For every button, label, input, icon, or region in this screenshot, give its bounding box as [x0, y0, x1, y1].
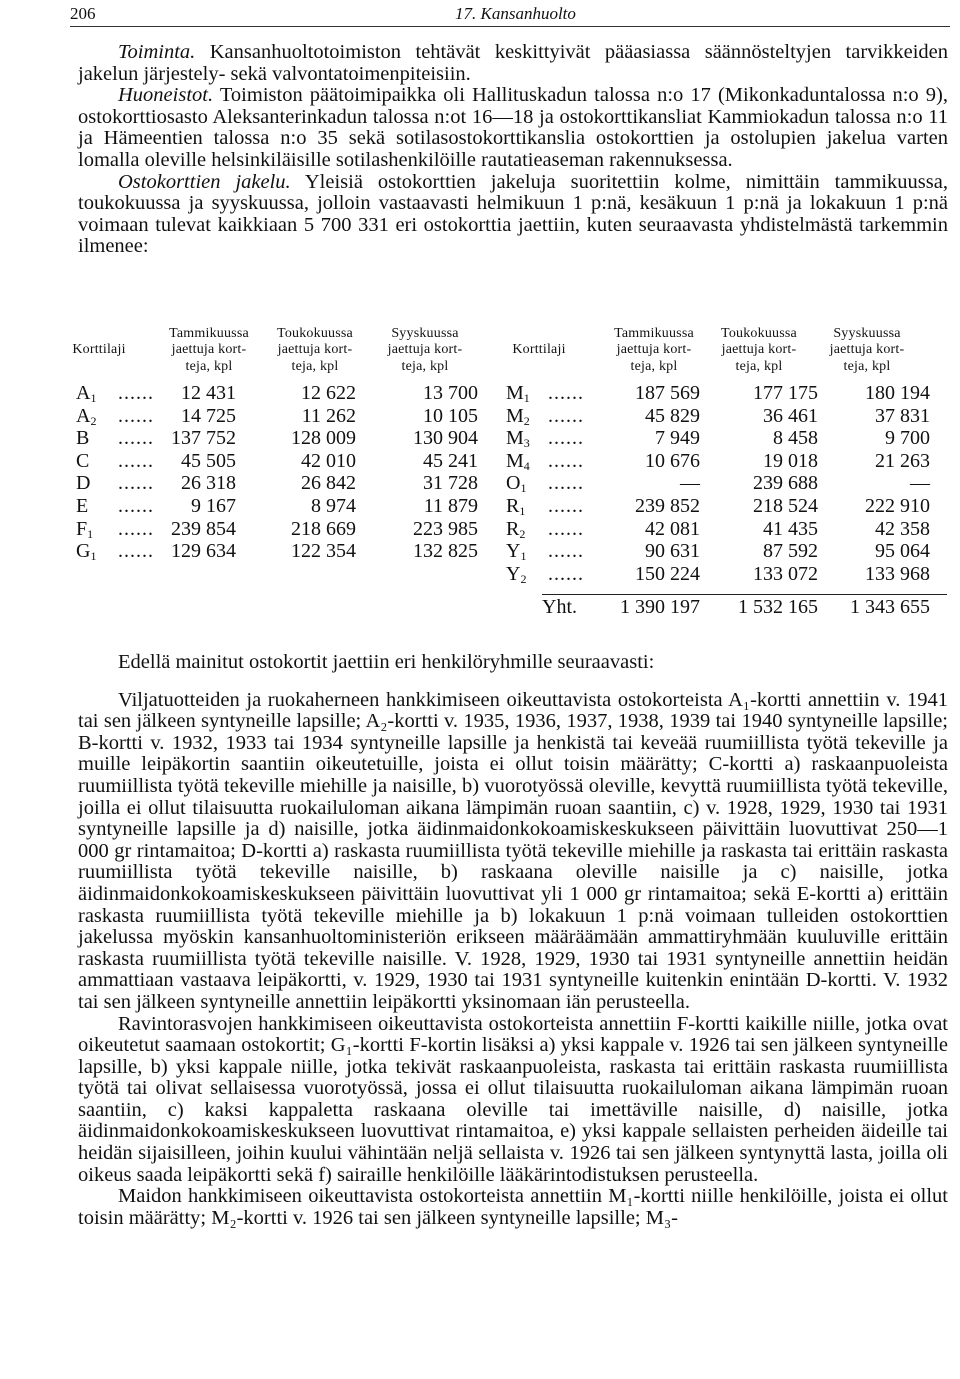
row-label — [506, 427, 584, 451]
table-cell: 14 725 — [181, 404, 236, 427]
leader-dots: ...... — [118, 495, 154, 517]
table-cell: 218 669 — [291, 517, 356, 540]
row-label — [76, 404, 154, 428]
card-type-subscript: 1 — [520, 481, 527, 496]
month-head-left: teja, kpl — [401, 359, 449, 374]
card-type-code: Y — [506, 540, 521, 563]
month-head-left: Toukokuussa — [277, 326, 353, 341]
row-label — [506, 517, 584, 541]
month-head-left: Syyskuussa — [391, 326, 459, 341]
column-head-korttilaji-right: Korttilaji — [512, 342, 566, 357]
leader-dots: ...... — [548, 382, 584, 404]
card-type-code: D — [76, 472, 91, 495]
paragraph-text: Kansanhuoltotoimiston tehtävät keskittyivät pääasiassa säännösteltyjen tarvikkeiden jakelun järjestely- sekä valvontatoimenpiteisiin. — [78, 41, 948, 85]
table-cell: 218 524 — [753, 495, 818, 517]
leader-dots: ...... — [548, 517, 584, 540]
table-cell: 45 241 — [423, 449, 478, 472]
row-label — [506, 449, 584, 473]
card-type-subscript: 2 — [523, 413, 530, 428]
table-cell: 36 461 — [763, 404, 818, 427]
table-cell: 9 700 — [885, 427, 930, 450]
table-cell: 239 854 — [171, 517, 236, 540]
lead-sentence: Edellä mainitut ostokortit jaettiin eri henkilöryhmille seuraavasti: — [118, 651, 655, 673]
table-cell: 37 831 — [875, 404, 930, 427]
table-cell: 8 458 — [773, 427, 818, 450]
table-cell: 12 622 — [301, 382, 356, 404]
card-type-subscript: 1 — [90, 391, 97, 405]
table-cell: 13 700 — [423, 382, 478, 404]
card-type-subscript: 2 — [519, 526, 526, 541]
run-in-heading: Toiminta. — [118, 41, 196, 63]
table-cell: 26 318 — [181, 472, 236, 495]
month-head-left: teja, kpl — [291, 359, 339, 374]
card-type-code: Y — [506, 562, 521, 585]
row-label — [506, 472, 584, 496]
row-label — [506, 540, 584, 564]
paragraph-viljatuotteet: Viljatuotteiden ja ruokaherneen hankkimiseen oikeuttavista ostokorteista A₁-kortti annettiin v. 1941 tai sen jälkeen syntyneille lapsille; A₂-kortti v. 1935, 1936, 1937, 1938, 1939 tai 1940 syntyneille lapsille; B-kortti v. 1932, 1933 tai 1934 syntyneille lapsille ja henkistä tai keveää ruumiillista työtä tekeville ja muille leipäkortin saantiin oikeutetuille, joista ei ollut toisin määrätty; C-kortti a) raskaanpuoleista ruumiillista työtä tekeville miehille ja naisille, b) vuorotyössä oleville, kevyttä ruumiillista työtä tekeville, joilla ei ollut tilaisuutta ruokailuloman aikana lämpimän ruoan saantiin, c) v. 1928, 1929, 1930 tai 1931 syntyneille lapsille ja d) naisille, jotka äidinmaidonkokoamiskeskukseen päivittäin luovuttivat 250—1 000 gr rintamaitoa; D-kortti a) raskasta ruumiillista työtä tekeville miehille ja raskasta tai erittäin raskasta ruumiillista työtä tekeville naisille, b) raskaana oleville naisille ja c) naisille, jotka äidinmaidonkokoamiskeskukseen päivittäin luovuttivat yli 1 000 gr rintamaitoa; sekä E-kortti a) erittäin raskasta ruumiillista työtä tekeville miehille ja b) lokakuun 1 p:nä voimaan tulleiden ostokorttien jakelussa myöskin kansanhuoltoministeriön erikseen määräämään ammattiryhmään kuuluville erittäin raskasta ruumiillista työtä tekeville naisille. V. 1928, 1929, 1930 tai 1931 syntyneille annettiin heidän ammattiaan vastaava leipäkortti, v. 1929, 1930 tai 1931 syntyneille kuitenkin enintään D-kortti. V. 1932 tai sen jälkeen syntyneille annettiin leipäkortti yksinomaan iän perusteella. — [78, 688, 948, 1013]
card-type-subscript: 2 — [520, 571, 527, 586]
leader-dots: ...... — [548, 495, 584, 517]
card-distribution-table — [64, 326, 948, 626]
leader-dots: ...... — [548, 472, 584, 495]
leader-dots: ...... — [548, 427, 584, 450]
table-cell: 130 904 — [413, 427, 478, 450]
run-in-heading: Ostokorttien jakelu. — [118, 170, 291, 193]
table-cell: 128 009 — [291, 427, 356, 450]
run-in-heading: Huoneistot. — [118, 84, 214, 107]
table-cell: — — [680, 472, 700, 495]
card-type-code: M — [506, 404, 524, 427]
leader-dots: ...... — [118, 517, 154, 540]
table-cell: 90 631 — [645, 540, 700, 563]
row-label — [506, 495, 584, 518]
month-head-left: Tammikuussa — [169, 326, 249, 341]
row-label — [76, 449, 154, 473]
card-type-subscript: 4 — [523, 458, 530, 473]
card-type-code: A — [76, 382, 91, 404]
card-type-subscript: 1 — [523, 391, 530, 405]
page-number: 206 — [70, 4, 96, 23]
leader-dots: ...... — [548, 540, 584, 563]
running-title: 17. Kansanhuolto — [455, 4, 576, 23]
table-cell: 42 081 — [645, 517, 700, 540]
month-head-left: jaettuja kort- — [171, 342, 247, 357]
table-cell: — — [910, 472, 930, 495]
table-cell: 11 262 — [301, 404, 356, 427]
leader-dots: ...... — [118, 404, 154, 427]
card-type-code: E — [76, 495, 89, 517]
card-type-subscript: 3 — [523, 436, 530, 451]
table-cell: 42 358 — [875, 517, 930, 540]
total-cell: 1 390 197 — [620, 596, 700, 618]
table-cell: 7 949 — [655, 427, 700, 450]
paragraph-ostokorttien-jakelu — [78, 172, 948, 258]
table-cell: 223 985 — [413, 517, 478, 540]
row-label — [506, 382, 584, 405]
card-type-subscript: 1 — [90, 549, 97, 564]
row-label — [76, 517, 154, 541]
leader-dots: ...... — [118, 382, 154, 404]
month-head-left: teja, kpl — [185, 359, 233, 374]
leader-dots: ...... — [118, 540, 154, 563]
table-cell: 9 167 — [191, 495, 236, 517]
month-head-right: Toukokuussa — [721, 326, 797, 341]
paragraph-maito: Maidon hankkimiseen oikeuttavista ostokorteista annettiin M₁-kortti niille henkilöille, joista ei ollut toisin määrätty; M₂-kortti v. 1926 tai sen jälkeen syntyneille lapsille; M₃- — [78, 1185, 948, 1229]
month-head-right: jaettuja kort- — [721, 342, 797, 357]
month-head-left: jaettuja kort- — [387, 342, 463, 357]
table-cell: 45 505 — [181, 449, 236, 472]
total-cell: 1 343 655 — [850, 596, 930, 618]
table-cell: 87 592 — [763, 540, 818, 563]
table-cell: 133 968 — [865, 562, 930, 585]
table-cell: 187 569 — [635, 382, 700, 404]
total-cell: 1 532 165 — [738, 596, 818, 618]
card-type-code: M — [506, 449, 524, 472]
card-type-code: R — [506, 495, 520, 517]
month-head-right: Syyskuussa — [833, 326, 901, 341]
table-cell: 137 752 — [171, 427, 236, 450]
table-cell: 45 829 — [645, 404, 700, 427]
table-cell: 19 018 — [763, 449, 818, 472]
intro-text — [78, 42, 948, 258]
table-cell: 133 072 — [753, 562, 818, 585]
month-head-right: teja, kpl — [630, 359, 678, 374]
table-cell: 8 974 — [311, 495, 356, 517]
leader-dots: ...... — [118, 427, 154, 450]
card-type-code: A — [76, 404, 91, 427]
row-label — [76, 540, 154, 564]
table-cell: 129 634 — [171, 540, 236, 563]
row-label — [76, 472, 154, 495]
paragraph-toiminta — [78, 42, 948, 85]
table-cell: 12 431 — [181, 382, 236, 404]
leader-dots: ...... — [118, 472, 154, 495]
paragraph-text: Yleisiä ostokorttien jakeluja suoritettiin kolme, nimittäin tammikuussa, toukokuussa ja syyskuussa, jolloin vastaavasti helmikuun 1 p:nä, kesäkuun 1 p:nä ja lokakuun 1 p:nä voimaan tulevat kaikkiaan 5 700 331 eri ostokorttia jaettiin, kuten seuraavasta yhdistelmästä tarkemmin ilmenee: — [78, 170, 948, 258]
month-head-right: teja, kpl — [843, 359, 891, 374]
card-type-code: R — [506, 517, 520, 540]
card-type-code: M — [506, 427, 524, 450]
table-cell: 132 825 — [413, 540, 478, 563]
table-cell: 180 194 — [865, 382, 930, 404]
table-cell: 177 175 — [753, 382, 818, 404]
row-label — [76, 427, 154, 450]
total-rule — [542, 594, 947, 595]
card-type-subscript: 1 — [519, 504, 526, 518]
row-label — [76, 382, 154, 405]
leader-dots: ...... — [548, 404, 584, 427]
table-cell: 11 879 — [423, 495, 478, 517]
table-cell: 10 676 — [645, 449, 700, 472]
month-head-right: jaettuja kort- — [616, 342, 692, 357]
table-cell: 42 010 — [301, 449, 356, 472]
table-cell: 150 224 — [635, 562, 700, 585]
distribution-text — [78, 652, 948, 1229]
card-type-code: C — [76, 449, 90, 472]
row-label — [506, 404, 584, 428]
month-head-right: Tammikuussa — [614, 326, 694, 341]
table-cell: 21 263 — [875, 449, 930, 472]
table-cell: 10 105 — [423, 404, 478, 427]
month-head-left: jaettuja kort- — [277, 342, 353, 357]
row-label — [506, 562, 584, 586]
card-type-code: O — [506, 472, 521, 495]
row-label — [76, 495, 154, 518]
table-cell: 222 910 — [865, 495, 930, 517]
page-header — [70, 2, 950, 27]
card-type-subscript: 1 — [87, 526, 94, 541]
table-cell: 41 435 — [763, 517, 818, 540]
table-cell: 239 852 — [635, 495, 700, 517]
card-type-subscript: 2 — [90, 413, 97, 428]
paragraph-huoneistot — [78, 85, 948, 171]
card-type-code: B — [76, 427, 90, 450]
table-cell: 122 354 — [291, 540, 356, 563]
table-cell: 26 842 — [301, 472, 356, 495]
card-type-code: G — [76, 540, 91, 563]
paragraph-ravintorasvat: Ravintorasvojen hankkimiseen oikeuttavista ostokorteista annettiin F-kortti kaikille niille, jotka ovat oikeutetut saamaan ostokortit; G₁-kortti F-kortin lisäksi a) yksi kappale v. 1926 tai sen jälkeen syntyneille lapsille, b) yksi kappale niille, jotka tekivät raskaanpuoleista, raskasta tai erittäin raskasta ruumiillista työtä tai olivat sellaisessa vuorotyössä, jossa ei ollut tilaisuutta ruokailuloman aikana lämpimän ruoan saantiin, c) kaksi kappaletta raskaana oleville tai imettäville naisille, d) naisille, jotka äidinmaidonkokoamiskeskukseen luovuttivat rintamaitoa, e) yksi kappale sellaisten perheiden äideille tai heidän sijaisilleen, joihin kuului vähintään neljä sellaista v. 1926 tai sen jälkeen syntynyttä lasta, joilla oli oikeus saada leipäkortti sekä f) sairaille henkilöille lääkärintodistuksen perusteella. — [78, 1012, 948, 1186]
leader-dots: ...... — [548, 562, 584, 585]
table-cell: 239 688 — [753, 472, 818, 495]
paragraph-text: Toimiston päätoimipaikka oli Hallituskadun talossa n:o 17 (Mikonkaduntalossa n:o 9), ostokorttiosasto Aleksanterinkadun talossa n:ot 16—18 ja ostokorttikansliat Kammiokadun talossa n:o 11 ja Hämeentien talossa n:o 35 sekä sotilasostokorttikanslia ostokorttien ja ostolupien jakelua varten lomalla oleville helsinkiläisille sotilashenkilöille rautatieaseman rakennuksessa. — [78, 84, 948, 171]
month-head-right: jaettuja kort- — [829, 342, 905, 357]
table-cell: 95 064 — [875, 540, 930, 563]
card-type-subscript: 1 — [520, 549, 527, 564]
leader-dots: ...... — [548, 449, 584, 472]
total-label: Yht. — [542, 596, 577, 618]
leader-dots: ...... — [118, 449, 154, 472]
month-head-right: teja, kpl — [735, 359, 783, 374]
card-type-code: M — [506, 382, 524, 404]
card-type-code: F — [76, 517, 88, 540]
column-head-korttilaji: Korttilaji — [72, 342, 126, 357]
table-cell: 31 728 — [423, 472, 478, 495]
